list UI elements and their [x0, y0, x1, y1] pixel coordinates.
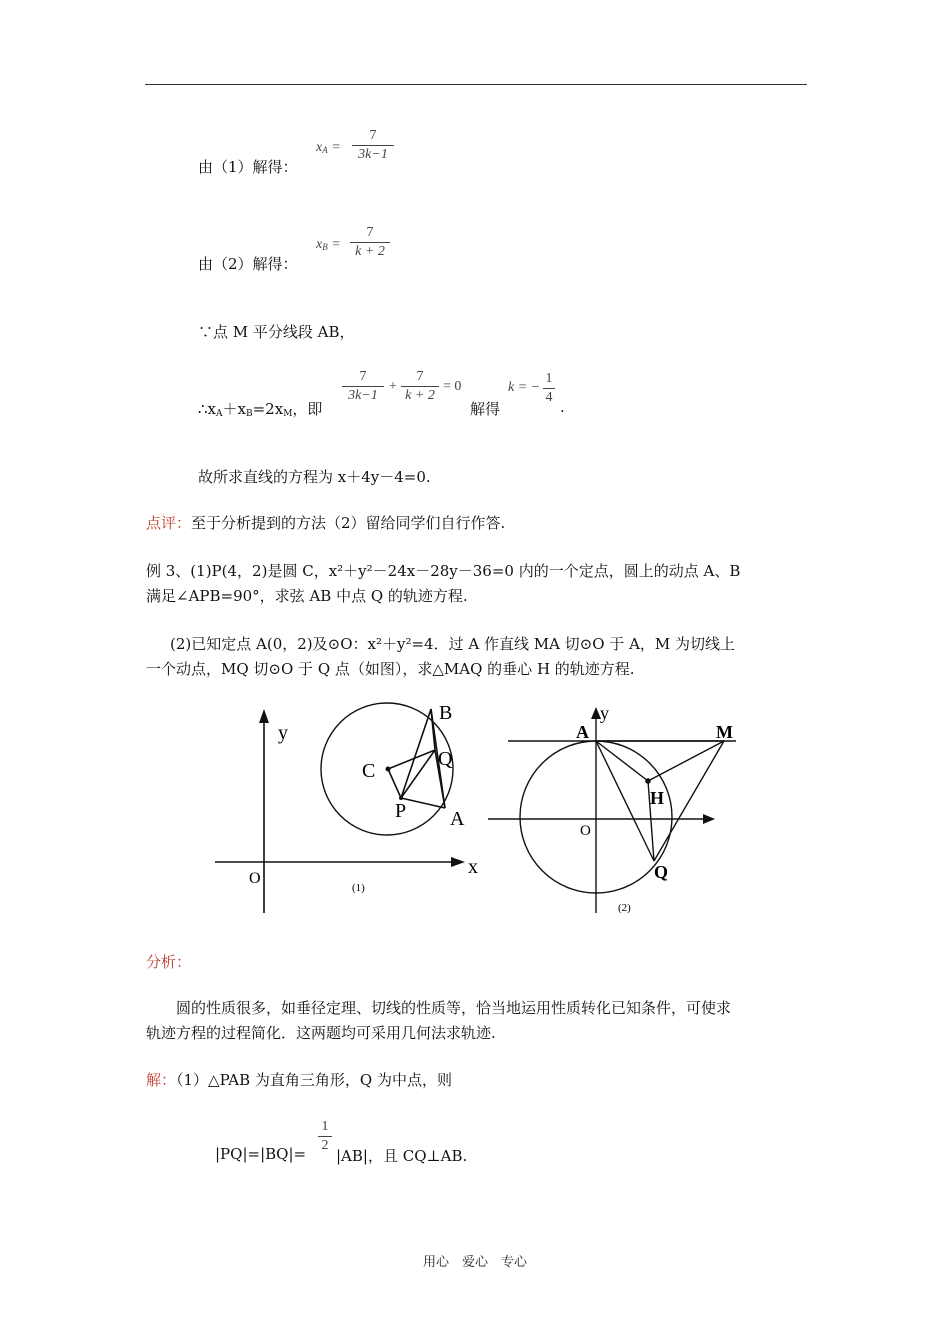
- analysis-label: 分析：: [146, 953, 192, 971]
- solution-line: 解：（1）△PAB 为直角三角形，Q 为中点，则: [146, 1071, 453, 1089]
- fig1-label-o: O: [249, 870, 261, 887]
- example-line1: 例 3、(1)P(4，2)是圆 C，x²＋y²－24x－28y－36=0 内的一个定点，圆上的动点 A、B: [146, 562, 741, 580]
- figure-2: [488, 695, 743, 923]
- example-line3: (2)已知定点 A(0，2)及⊙O：x²＋y²=4．过 A 作直线 MA 切⊙O 于 A，M 为切线上: [170, 635, 736, 653]
- solution-eq-left: |PQ|=|BQ|=: [215, 1145, 307, 1163]
- page-footer: 用心 爱心 专心: [422, 1255, 527, 1270]
- line2-fraction: 7 k + 2: [350, 225, 390, 260]
- line4-k-fraction: 1 4: [543, 371, 555, 406]
- analysis-p2: 轨迹方程的过程简化．这两题均可采用几何法求轨迹.: [146, 1024, 496, 1042]
- analysis-p1: 圆的性质很多，如垂径定理、切线的性质等，恰当地运用性质转化已知条件，可使求: [176, 999, 732, 1017]
- fig2-caption: (2): [618, 902, 631, 914]
- fig2-label-h: H: [650, 788, 665, 808]
- line3-text: ∵点 M 平分线段 AB，: [198, 323, 355, 341]
- example-line4: 一个动点，MQ 切⊙O 于 Q 点（如图），求△MAQ 的垂心 H 的轨迹方程.: [146, 660, 635, 678]
- fig2-label-m: M: [716, 722, 733, 742]
- line4-k: k = −: [508, 380, 541, 395]
- line4-jiede: 解得: [470, 400, 501, 418]
- line2-lhs: $x_B$ =: [316, 237, 341, 252]
- fig1-label-p: P: [395, 800, 407, 822]
- fig1-label-x: x: [468, 856, 478, 878]
- line4-period: .: [560, 398, 565, 416]
- line4-text: $\therefore x_A+x_B=2x_M$，即: [198, 400, 323, 419]
- fig2-label-a: A: [576, 722, 589, 742]
- line4-fraction1: 7 3k−1: [342, 369, 384, 404]
- line5-text: 故所求直线的方程为 x＋4y－4=0.: [198, 468, 431, 486]
- fig2-label-o: O: [580, 823, 591, 839]
- line4-plus: +: [389, 379, 397, 394]
- line1-prefix: 由（1）解得：: [198, 158, 298, 176]
- line1-fraction: 7 3k−1: [352, 128, 394, 163]
- solution-eq-right: |AB|，且 CQ⊥AB.: [336, 1147, 468, 1165]
- header-rule: [145, 84, 807, 85]
- fig1-label-y: y: [278, 722, 288, 744]
- fig1-label-b: B: [439, 702, 453, 724]
- line2-prefix: 由（2）解得：: [198, 255, 298, 273]
- line1-lhs: $x_A$ =: [316, 140, 341, 155]
- solution-eq-fraction: 1 2: [318, 1119, 332, 1154]
- fig2-label-q: Q: [654, 862, 669, 882]
- example-line2: 满足∠APB=90°，求弦 AB 中点 Q 的轨迹方程.: [146, 587, 468, 605]
- line4-equals-zero: = 0: [443, 379, 462, 394]
- fig2-label-y: y: [600, 703, 609, 723]
- comment: 点评：至于分析提到的方法（2）留给同学们自行作答.: [146, 514, 506, 532]
- fig1-caption: (1): [352, 882, 365, 894]
- line4-fraction2: 7 k + 2: [401, 369, 439, 404]
- fig1-label-a: A: [450, 808, 465, 830]
- fig1-label-q: Q: [438, 748, 453, 770]
- fig1-label-c: C: [362, 760, 376, 782]
- figure-1: [205, 695, 480, 920]
